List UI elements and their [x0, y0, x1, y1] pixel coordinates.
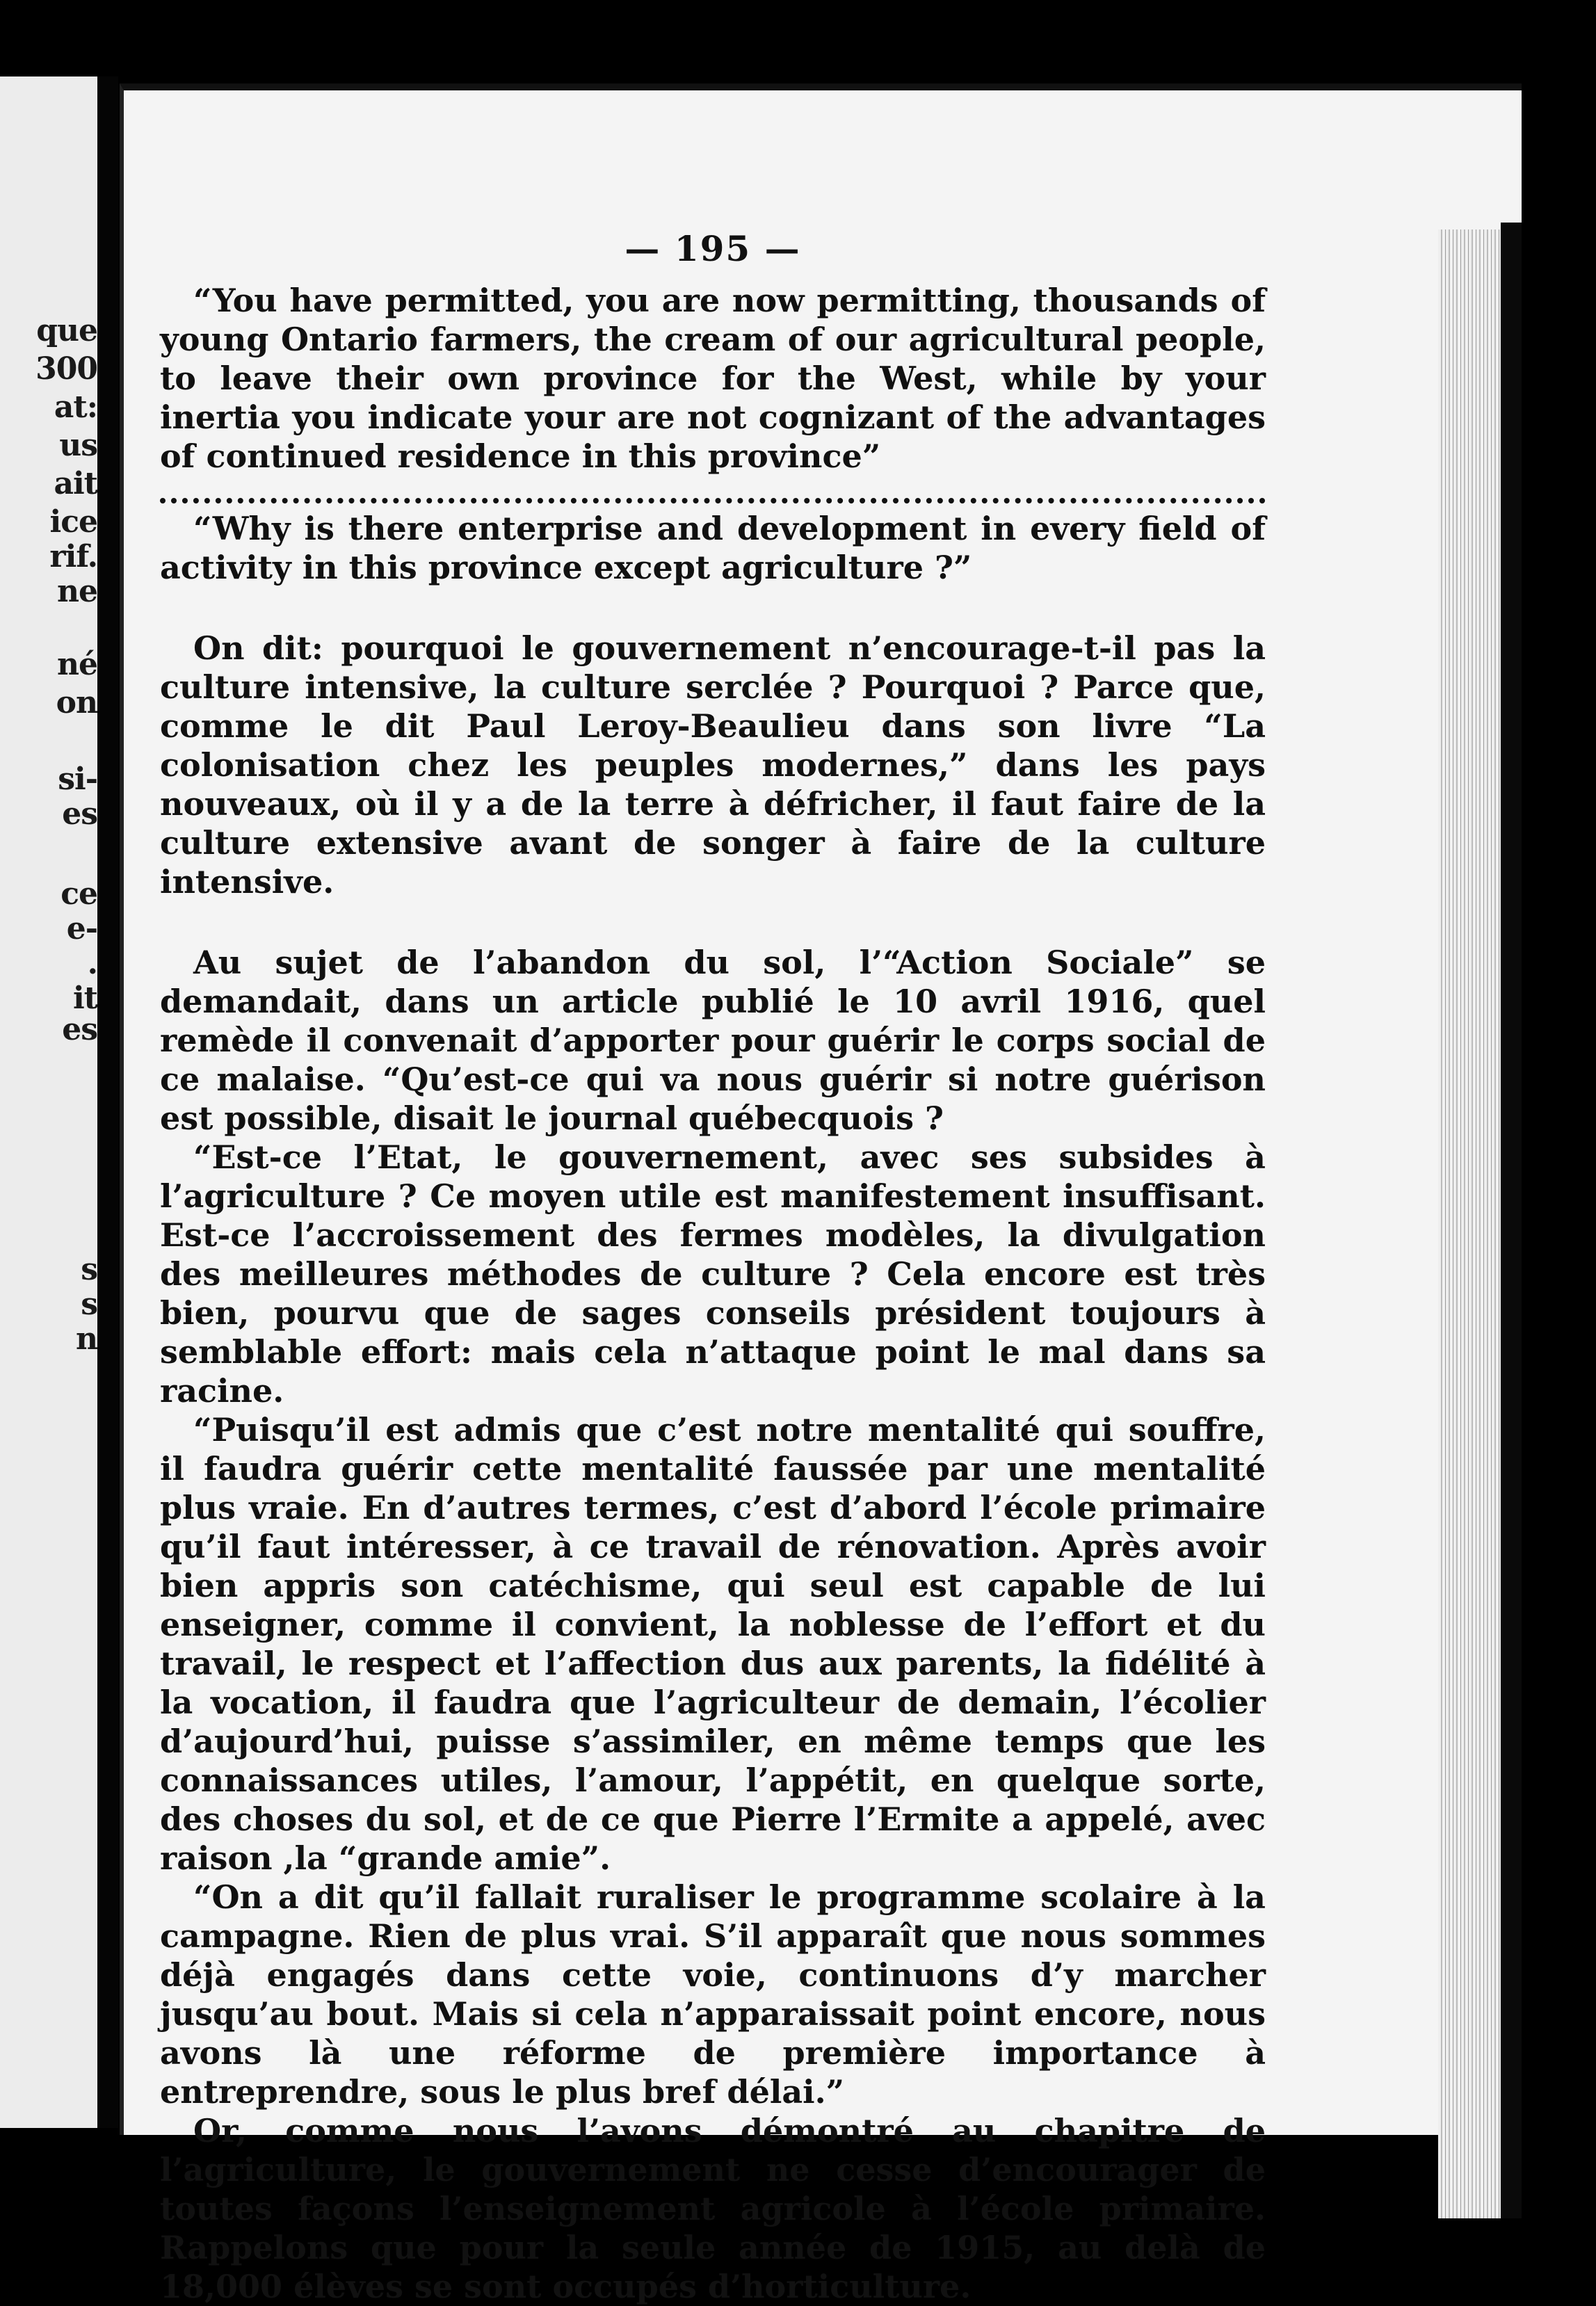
- page-edge-shadow: [1501, 223, 1522, 2218]
- left-fragment-text: ne: [57, 574, 97, 609]
- left-fragment-text: .: [87, 946, 97, 981]
- body-paragraph: “On a dit qu’il fallait ruraliser le programme scolaire à la campagne. Rien de plus vrai. S’il apparaît que nous sommes déjà engagés dans cette voie, continuons d’y marcher jusqu’au bout. Mais si cela n’apparaissait point encore, nous avons là une réforme de première importance à entreprendre, sous le plus bref délai.”: [160, 1878, 1266, 2111]
- left-fragment-text: at:: [54, 389, 97, 425]
- left-fragment-text: ice: [49, 504, 97, 540]
- page-number: — 195 —: [624, 228, 801, 269]
- left-fragment-text: es: [62, 796, 97, 832]
- left-fragment-text: né: [57, 647, 97, 682]
- body-paragraph: Or, comme nous l’avons démontré au chapitre de l’agriculture, le gouvernement ne cesse d’encourager de toutes façons l’enseignement agricole à l’école primaire. Rappelons que pour la seule année de 1915, au delà de 18,000 élèves se sont occupés d’horticulture.: [160, 2112, 1266, 2305]
- left-fragment-text: rif.: [49, 539, 97, 574]
- left-fragment-text: it: [72, 981, 97, 1016]
- body-paragraph: “Puisqu’il est admis que c’est notre mentalité qui souffre, il faudra guérir cette mentalité faussée par une mentalité plus vraie. En d’autres termes, c’est d’abord l’école primaire qu’il faut intéresser, à ce travail de rénovation. Après avoir bien appris son catéchisme, qui seul est capable de lui enseigner, comme il convient, la noblesse de l’effort et du travail, le respect et l’affection dus aux parents, la fidélité à la vocation, il faudra que l’agriculteur de demain, l’écolier d’aujourd’hui, puisse s’assimiler, en même temps que les connaissances utiles, l’amour, l’appétit, en quelque sorte, des choses du sol, et de ce que Pierre l’Ermite a appelé, avec raison ,la “grande amie”.: [160, 1411, 1266, 1877]
- left-fragment-text: ce: [61, 876, 97, 912]
- left-fragment-text: us: [59, 428, 97, 463]
- left-fragment-text: es: [62, 1012, 97, 1047]
- left-fragment-text: si-: [58, 761, 97, 797]
- left-page-fragment: [0, 76, 97, 2128]
- book-gutter: [97, 76, 118, 2128]
- quote-paragraph: “Why is there enterprise and development in every field of activity in this province except agriculture ?”: [160, 510, 1266, 586]
- left-fragment-text: ait: [54, 466, 97, 501]
- left-fragment-text: e-: [66, 911, 97, 946]
- left-fragment-text: s: [81, 1287, 97, 1322]
- left-fragment-text: on: [56, 685, 97, 720]
- body-paragraph: Au sujet de l’abandon du sol, l’“Action Sociale” se demandait, dans un article publié le 10 avril 1916, quel remède il convenait d’apporter pour guérir le corps social de ce malaise. “Qu’est-ce qui va nous guérir si notre guérison est possible, disait le journal québecquois ?: [160, 944, 1266, 1137]
- body-paragraph: “Est-ce l’Etat, le gouvernement, avec ses subsides à l’agriculture ? Ce moyen utile est manifestement insuffisant. Est-ce l’accroissement des fermes modèles, la divulgation des meilleures méthodes de culture ? Cela encore est très bien, pourvu que de sages conseils président toujours à semblable effort: mais cela n’attaque point le mal dans sa racine.: [160, 1138, 1266, 1410]
- left-fragment-text: n: [76, 1321, 97, 1357]
- left-fragment-text: que: [36, 313, 97, 348]
- dotted-separator: [160, 477, 1266, 503]
- left-fragment-text: 300: [35, 351, 97, 387]
- quote-paragraph: “You have permitted, you are now permitting, thousands of young Ontario farmers, the cream of our agricultural people, to leave their own province for the West, while by your inertia you indicate your are not cognizant of the advantages of continued residence in this province”: [160, 282, 1266, 475]
- left-fragment-text: s: [81, 1252, 97, 1287]
- page-edges: [1438, 229, 1501, 2218]
- page-content: [160, 229, 1266, 2306]
- body-paragraph: On dit: pourquoi le gouvernement n’encourage-t-il pas la culture intensive, la culture serclée ? Pourquoi ? Parce que, comme le dit Paul Leroy-Beaulieu dans son livre “La colonisation chez les peuples modernes,” dans les pays nouveaux, où il y a de la terre à défricher, il faut faire de la culture extensive avant de songer à faire de la culture intensive.: [160, 629, 1266, 901]
